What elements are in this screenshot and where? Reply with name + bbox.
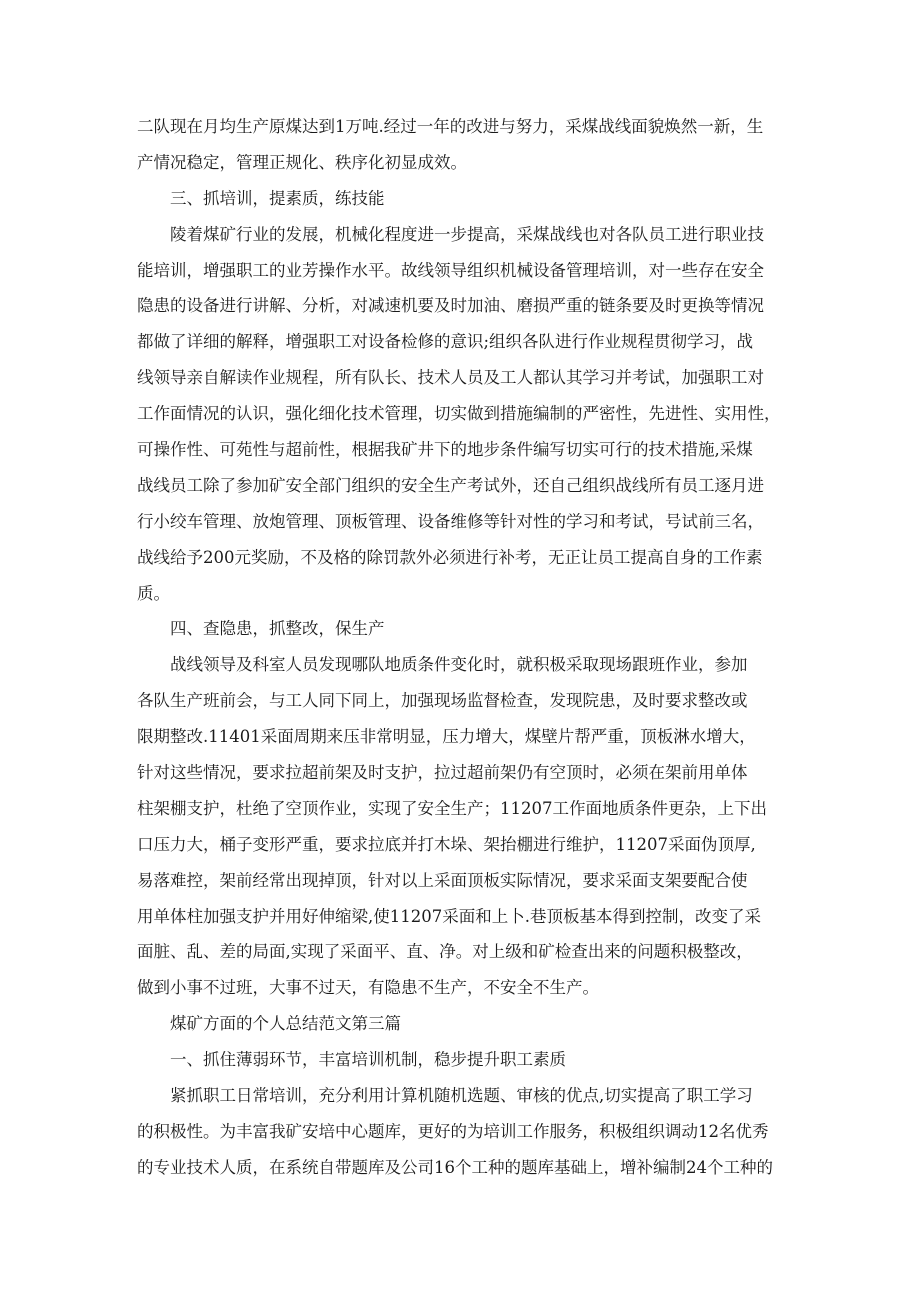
text-line: 战线员工除了参加矿安全部门组织的安全生产考试外，还自己组织战线所有员工逐月进 — [137, 475, 764, 495]
text-line: 的专业技术人质，在系统自带题库及公司16个工种的题库基础上，增补编制24个工种的 — [137, 1157, 773, 1177]
text-line: 易落难控，架前经常出现掉顶，针对以上采面顶板实际情况，要求采面支架要配合使 — [137, 870, 748, 890]
text-line: 产情况稳定，管理正规化、秩序化初显成效。 — [137, 152, 467, 172]
text-line: 战线领导及科室人员发现哪队地质条件变化时，就积极采取现场跟班作业，参加 — [170, 655, 748, 675]
text-line: 一、抓住薄弱环节，丰富培训机制，稳步提升职工素质 — [170, 1050, 566, 1070]
text-line: 限期整改.11401采面周期来压非常明显，压力增大，煤壁片帮严重，顶板淋水增大， — [137, 727, 756, 747]
text-line: 面脏、乱、差的局面,实现了采面平、直、净。对上级和矿检查出来的问题积极整改， — [137, 942, 753, 962]
text-line: 三、抓培训，提素质，练技能 — [170, 188, 385, 208]
text-line: 能培训，增强职工的业芳操作水平。故线领导组织机械设备管理培训，对一些存在安全 — [137, 260, 764, 280]
document-page — [137, 109, 783, 1186]
text-line: 质。 — [137, 583, 170, 603]
text-line: 线领导亲自解读作业规程，所有队长、技术人员及工人都认其学习并考试，加强职工对 — [137, 368, 764, 388]
text-line: 针对这些情况，要求拉超前架及时支护，拉过超前架仍有空顶时，必须在架前用单体 — [137, 763, 748, 783]
text-line: 可操作性、可苑性与超前性，根据我矿井下的地步条件编写切实可行的技术措施,采煤 — [137, 440, 753, 460]
text-line: 做到小事不过班，大事不过天，有隐患不生产，不安全不生产。 — [137, 978, 599, 998]
text-line: 紧抓职工日常培训，充分利用计算机随机选题、审核的优点,切实提高了职工学习 — [170, 1086, 753, 1106]
text-line: 工作面情况的认识，强化细化技术管理，切实做到措施编制的严密性，先进性、实用性， — [137, 404, 781, 424]
text-line: 陵着煤矿行业的发展，机械化程度进一步提高，采煤战线也对各队员工进行职业技 — [170, 224, 764, 244]
text-line: 隐患的设备进行讲解、分析，对减速机要及时加油、磨损严重的链条要及时更换等情况 — [137, 296, 764, 316]
text-line: 的积极性。为丰富我矿安培中心题库，更好的为培训工作服务，积极组织调动12名优秀 — [137, 1121, 769, 1141]
text-line: 二队现在月均生产原煤达到1万吨.经过一年的改进与努力，采煤战线面貌焕然一新，生 — [137, 117, 764, 136]
text-line: 用单体柱加强支护并用好伸缩梁,使11207采面和上卜.巷顶板基本得到控制，改变了采 — [137, 906, 761, 926]
text-line: 各队生产班前会，与工人同下同上，加强现场监督检查，发现院患，及时要求整改或 — [137, 691, 748, 711]
text-line: 煤矿方面的个人总结范文第三篇 — [170, 1014, 401, 1034]
text-line: 柱架棚支护，杜绝了空顶作业，实现了安全生产；11207工作面地质条件更杂，上下出 — [137, 798, 767, 818]
text-line: 都做了详细的解释，增强职工对设备检修的意识;组织各队进行作业规程贯彻学习，战 — [137, 332, 754, 352]
text-line: 行小绞车管理、放炮管理、顶板管理、设备维修等针对性的学习和考试，号试前三名， — [137, 511, 764, 531]
text-line: 四、查隐患，抓整改，保生产 — [170, 619, 385, 639]
text-line: 战线给予200元奖励，不及格的除罚款外必须进行补考，无正让员工提高自身的工作素 — [137, 547, 763, 567]
text-line: 口压力大，桶子变形严重，要求拉底并打木垛、架抬棚进行维护，11207采面伪顶厚, — [137, 834, 756, 854]
